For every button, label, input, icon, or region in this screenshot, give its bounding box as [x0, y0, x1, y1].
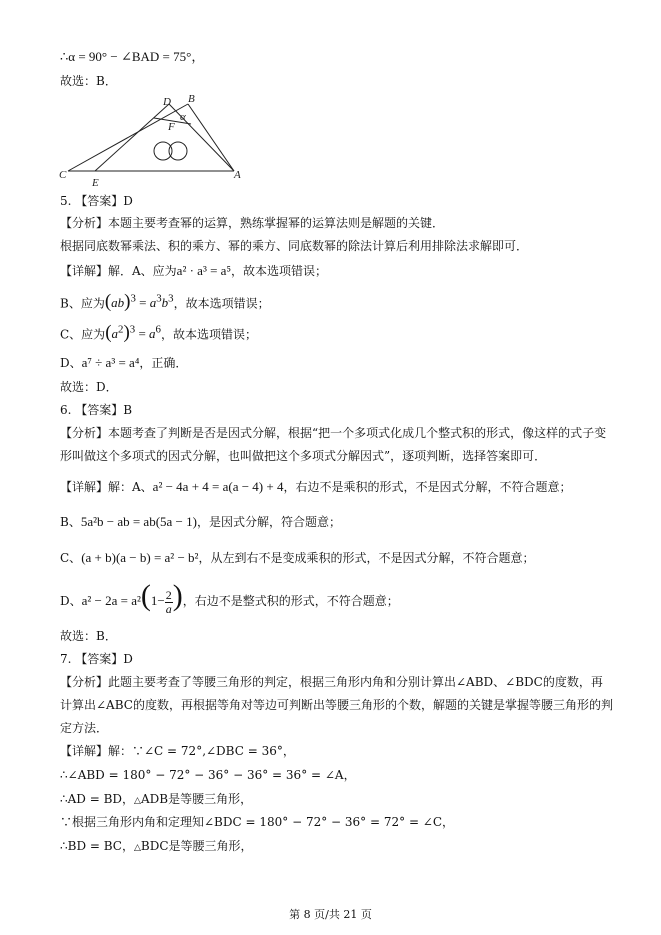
- text-line: 故选：D．: [60, 380, 118, 394]
- text-part: ∴BD = BC，: [60, 839, 134, 853]
- text-prefix: D、: [60, 594, 82, 608]
- text-line: [60, 579, 399, 616]
- segment-cd: [68, 104, 188, 171]
- text-suffix: ，故本选项错误；: [160, 327, 257, 342]
- text-line: ∴∠ABD = 180° − 72° − 36° − 36° = 36° = ∠A，: [60, 768, 356, 782]
- math-expression: (a + b)(a − b) = a² − b²: [81, 550, 199, 565]
- text-line: 根据同底数幂乘法、积的乘方、幂的乘方、同底数幂的除法计算后利用排除法求解即可．: [60, 239, 529, 253]
- label-e: E: [92, 177, 99, 189]
- text-part: ADB是等腰三角形，: [140, 792, 253, 806]
- text-line: 【分析】此题主要考查了等腰三角形的判定，根据三角形内角和分别计算出∠ABD、∠BDC的度数，再: [60, 675, 603, 689]
- text-prefix: B、应为: [60, 296, 105, 311]
- label-c: C: [59, 169, 67, 181]
- fraction: $\frac{2}{a}$: [165, 587, 172, 616]
- text-suffix: ，右边不是整式积的形式，不符合题意；: [182, 594, 399, 608]
- page-footer: 第 8 页/共 21 页: [289, 908, 372, 921]
- label-f: F: [168, 121, 175, 133]
- segment-da: [169, 104, 234, 171]
- text-prefix: D、: [60, 356, 82, 370]
- text-suffix: ，故本选项错误；: [230, 264, 327, 278]
- text-part: ∴AD = BD，: [60, 792, 135, 806]
- text-prefix: C、应为: [60, 327, 106, 342]
- math-expression: $(a^2)^3 = a^6$: [105, 322, 161, 344]
- label-a: A: [234, 169, 241, 181]
- math-expression: a⁷ ÷ a³ = a⁴: [81, 355, 140, 370]
- math-expression: $(ab)^3 = a^3b^3$: [104, 291, 174, 313]
- label-d: D: [163, 96, 171, 108]
- text-line: [60, 262, 327, 280]
- text-suffix: ，是因式分解，符合题意；: [196, 515, 341, 529]
- triangle-icon: △: [133, 843, 141, 853]
- text-line: 【分析】本题主要考查幂的运算，熟练掌握幂的运算法则是解题的关键．: [60, 216, 445, 230]
- label-b: B: [188, 93, 195, 105]
- math-expression: a² − 2a = a²(1− $\frac{2}{a}$ ): [81, 579, 183, 616]
- label-alpha: α: [180, 111, 186, 123]
- text-line: ∴α = 90° − ∠BAD = 75°，: [60, 49, 205, 64]
- math-expression: a² · a³ = a⁵: [176, 263, 231, 278]
- segment-ba: [188, 104, 234, 171]
- triangle-icon: △: [134, 796, 141, 806]
- text-prefix: 【详解】解：A、: [60, 480, 153, 494]
- text-line: [60, 513, 341, 531]
- text-prefix: B、: [60, 515, 81, 529]
- geometry-figure: [58, 93, 248, 191]
- text-suffix: ，故本选项错误；: [173, 296, 270, 311]
- text-prefix: 【详解】解．A、应为: [60, 264, 177, 278]
- text-suffix: ，正确．: [139, 356, 188, 370]
- math-expression: a² − 4a + 4 = a(a − 4) + 4: [152, 479, 284, 494]
- text-line: 定方法．: [60, 721, 109, 735]
- text-line: 形叫做这个多项式的因式分解，也叫做把这个多项式分解因式”，逐项判断，选择答案即可．: [60, 449, 547, 463]
- text-line: 6. 【答案】B: [60, 403, 133, 417]
- text-line: [60, 321, 257, 343]
- math-expression: 5a²b − ab = ab(5a − 1): [80, 514, 197, 529]
- text-line: [60, 837, 253, 857]
- text-line: [60, 478, 571, 496]
- text-line: 故选：B．: [60, 629, 117, 643]
- text-line: [60, 354, 187, 372]
- text-part: BDC是等腰三角形，: [140, 839, 253, 853]
- text-line: [60, 290, 270, 312]
- text-line: ∵根据三角形内角和定理知∠BDC = 180° − 72° − 36° = 72° = ∠C，: [60, 815, 455, 829]
- text-line: 计算出∠ABC的度数，再根据等角对等边可判断出等腰三角形的个数，解题的关键是掌握等腰三角形的判: [60, 698, 613, 712]
- math-left: a² − 2a = a²: [81, 593, 141, 608]
- text-line: [60, 549, 534, 567]
- segment-ed: [95, 104, 169, 171]
- text-suffix: ，右边不是乘积的形式，不是因式分解，不符合题意；: [283, 480, 572, 494]
- text-line: 7. 【答案】D: [60, 652, 133, 666]
- text-line: 【详解】解：∵∠C = 72°,∠DBC = 36°，: [60, 744, 295, 758]
- text-prefix: C、: [60, 551, 82, 565]
- math-one-minus: 1−: [150, 593, 165, 608]
- text-line: 5. 【答案】D: [60, 194, 133, 208]
- text-line: [60, 790, 252, 810]
- text-line: 【分析】本题考查了判断是否是因式分解，根据“把一个多项式化成几个整式积的形式，像这样的式子变: [60, 426, 607, 440]
- text-line: 故选：B．: [60, 74, 117, 88]
- text-suffix: ，从左到右不是变成乘积的形式，不是因式分解，不符合题意；: [198, 551, 535, 565]
